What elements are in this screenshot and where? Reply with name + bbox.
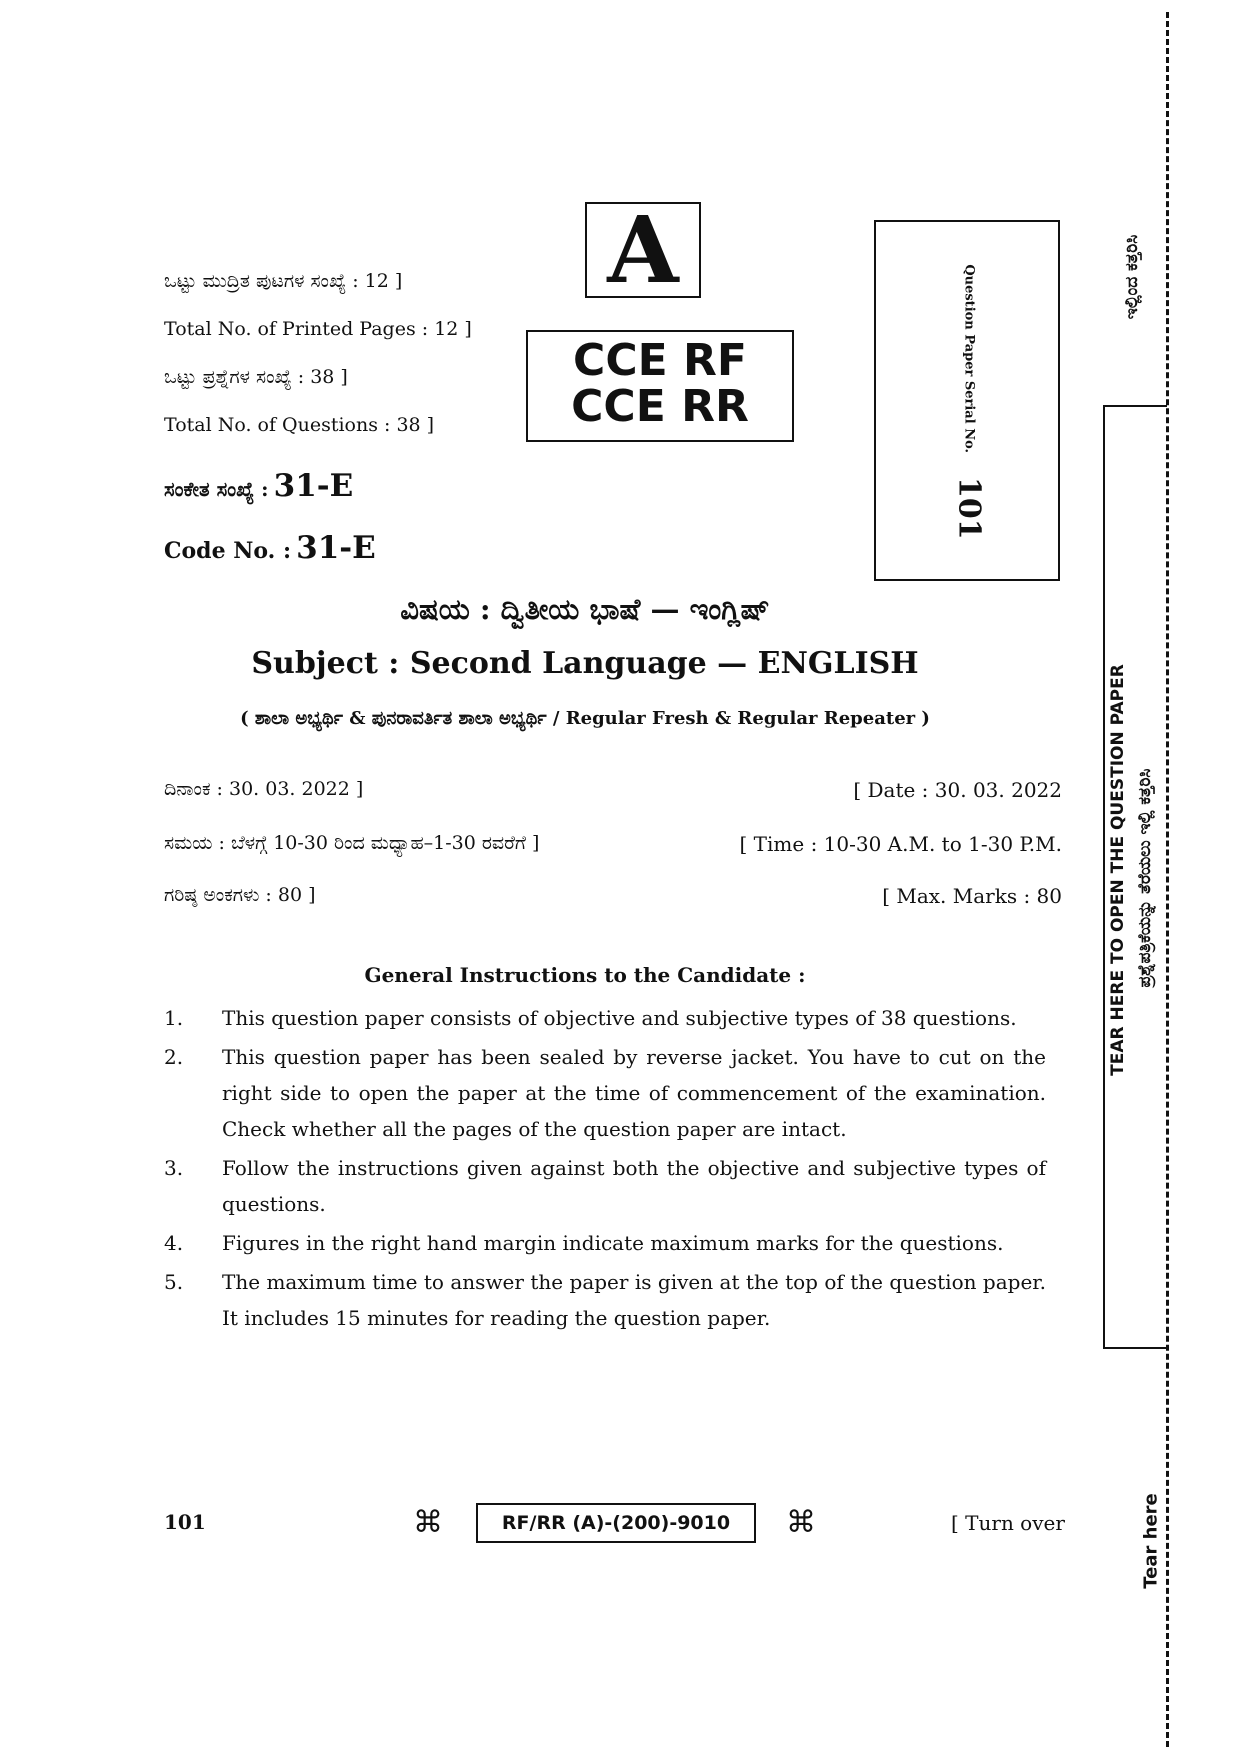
footer-code-box: [476, 1503, 756, 1543]
time-en: [ Time : 10-30 A.M. to 1-30 P.M.: [739, 832, 1062, 856]
instructions-title: General Instructions to the Candidate :: [364, 963, 806, 987]
tear-instruction-en: TEAR HERE TO OPEN THE QUESTION PAPER: [1108, 664, 1128, 1076]
footer-page-number: 101: [164, 1510, 206, 1534]
date-en: [ Date : 30. 03. 2022: [853, 778, 1062, 802]
instruction-text: The maximum time to answer the paper is given at the top of the question paper. It includes 15 minutes for reading the question paper.: [222, 1270, 1046, 1330]
cut-here-kn-top: ಇಲ್ಲಿಂದ ಕತ್ತರಿಸಿ: [1122, 234, 1142, 320]
series-letter-box: [585, 196, 701, 304]
instruction-item: [164, 1000, 1046, 1036]
questions-kn: ಒಟ್ಟು ಪ್ರಶ್ನೆಗಳ ಸಂಖ್ಯೆ : 38 ]: [164, 366, 348, 388]
footer-code: RF/RR (A)-(200)-9010: [501, 1512, 731, 1534]
questions-en: Total No. of Questions : 38 ]: [164, 414, 435, 436]
instruction-number: 4.: [164, 1231, 184, 1255]
instruction-text: Figures in the right hand margin indicate maximum marks for the questions.: [222, 1231, 1004, 1255]
instruction-number: 3.: [164, 1156, 184, 1180]
code-kn-value: 31-E: [273, 468, 354, 504]
date-kn: ದಿನಾಂಕ : 30. 03. 2022 ]: [164, 778, 364, 800]
code-en-value: 31-E: [296, 530, 376, 566]
command-symbol-icon: ⌘: [413, 1505, 443, 1540]
scheme-line-2: CCE RR: [571, 381, 749, 432]
code-en-label: Code No. :: [164, 538, 292, 564]
tear-here-label: Tear here: [1140, 1493, 1162, 1589]
serial-number-box: [874, 220, 1060, 581]
instruction-item: [164, 1150, 1046, 1222]
serial-number: 101: [951, 477, 987, 540]
serial-label: Question Paper Serial No.: [961, 264, 977, 454]
marks-en: [ Max. Marks : 80: [882, 884, 1062, 908]
subject-kn: ವಿಷಯ : ದ್ವಿತೀಯ ಭಾಷೆ — ಇಂಗ್ಲಿಷ್: [400, 592, 770, 626]
code-kn-label: ಸಂಕೇತ ಸಂಖ್ಯೆ :: [164, 477, 269, 501]
instruction-number: 2.: [164, 1045, 184, 1069]
serial-rotated: [952, 264, 987, 539]
series-letter: A: [607, 196, 679, 304]
instruction-number: 5.: [164, 1270, 184, 1294]
instruction-item: [164, 1039, 1046, 1147]
instruction-text: This question paper has been sealed by reverse jacket. You have to cut on the right side to open the paper at the time of commencement of the examination. Check whether all the pages of the question paper are intact.: [222, 1045, 1046, 1141]
instruction-text: This question paper consists of objective and subjective types of 38 questions.: [222, 1006, 1017, 1030]
tear-instruction-kn: ಪ್ರಶ್ನೆಪತ್ರಿಕೆಯನ್ನು ತೆರೆಯಲು ಇಲ್ಲಿ ಕತ್ತರಿಸಿ: [1135, 768, 1155, 988]
instruction-item: [164, 1264, 1046, 1336]
subject-en: Subject : Second Language — ENGLISH: [251, 646, 919, 681]
instruction-item: [164, 1225, 1046, 1261]
turn-over: [ Turn over: [951, 1511, 1065, 1535]
code-en: [164, 530, 376, 566]
scheme-line-1: CCE RF: [573, 335, 747, 386]
pages-kn: ಒಟ್ಟು ಮುದ್ರಿತ ಪುಟಗಳ ಸಂಖ್ಯೆ : 12 ]: [164, 270, 403, 292]
marks-kn: ಗರಿಷ್ಠ ಅಂಕಗಳು : 80 ]: [164, 884, 316, 906]
code-kn: [164, 468, 353, 504]
instructions-list: [164, 1000, 1046, 1339]
candidate-type: ( ಶಾಲಾ ಅಭ್ಯರ್ಥಿ & ಪುನರಾವರ್ತಿತ ಶಾಲಾ ಅಭ್ಯರ್ಥಿ / Regular Fresh & Regular Repeater ): [240, 708, 930, 729]
command-symbol-icon: ⌘: [786, 1505, 816, 1540]
time-kn: ಸಮಯ : ಬೆಳಗ್ಗೆ 10-30 ರಿಂದ ಮಧ್ಯಾಹ–1-30 ರವರೆಗೆ ]: [164, 832, 540, 854]
pages-en: Total No. of Printed Pages : 12 ]: [164, 318, 472, 340]
scheme-box: [526, 330, 794, 442]
instruction-text: Follow the instructions given against both the objective and subjective types of questions.: [222, 1156, 1046, 1216]
instruction-number: 1.: [164, 1006, 184, 1030]
